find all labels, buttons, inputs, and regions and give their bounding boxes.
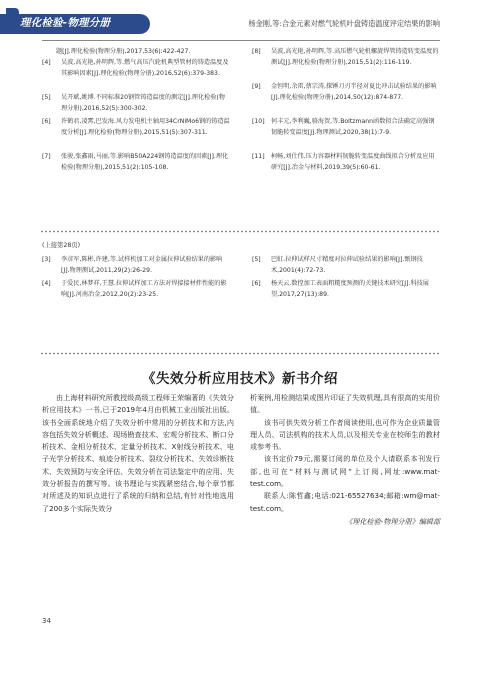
list-item: [9] 金恒明,余雷,蔡宗涛,探锤刀刃半径对夏比冲击试验结果的影响[J].理化检验(物理分册),2014,50(12):874-877. <box>252 83 437 101</box>
reference-list-bottom-left <box>42 254 230 302</box>
list-item: [11] 柯畅,刘仕伟.压力容器材料韧脆转变温度曲线拟合分析及应用研究[J].冶金与材料,2019,39(5):60-61. <box>252 153 435 171</box>
page-number: 34 <box>42 617 51 625</box>
list-item: [5] 巴虹.拉伸试样尺寸精度对拉伸试验结果的影响[J].甄钢技术,2001(4):72-73. <box>252 256 423 274</box>
page-header <box>0 0 480 40</box>
paragraph: 该书可供失效分析工作者阅读使用,也可作为企业质量管理人员、司法机构的技术人员,以及相关专业在校师生的教材或参考书。 <box>250 417 440 452</box>
dotted-divider <box>40 352 440 355</box>
paragraph: 由上海材料研究所教授级高级工程师王荣编著的《失效分析应用技术》一书,已于2019年4月由机械工业出版社出版。该书全面系统地介绍了失效分析中常用的分析技术和方法,内容包括失效分析概述、现场勘查技术、宏观分析技术、断口分析技术、金相分析技术、定量分析技术、X射线分析技术、电子光学分析技术、痕迹分析技术、裂纹分析技术、失效诊断技术、失效预防与安全评估、失效分析在司法鉴定中的应用、失效分析报告的撰写等。该书理论与实践紧密结合,每个章节都对所述及的知识点进行了系统的归纳和总结,有针对性地选用了200多个实际失效分 <box>42 393 234 513</box>
continued-from-label: (上接第28页) <box>42 242 81 249</box>
signature: 《理化检验-物理分册》编辑部 <box>345 516 440 526</box>
list-item: [4] 于爱民,林梦祥,王慧.拉伸试样加工方法对焊接接材拌性能的影响[J].河南冶金,2012,20(2):23-25. <box>42 280 227 298</box>
reference-list-top-right <box>252 46 440 186</box>
paragraph: 联系人:陈哲鑫;电话:021-65527634;邮箱:wm@mat-test.com。 <box>250 491 440 513</box>
paragraph: 析案例,用检测结果或图片印证了失效机理,具有很高的实用价值。 <box>250 393 440 415</box>
paragraph: 该书定价79元,需要订阅的单位及个人请联系本刊发行部,也可在“材料与测试网”上订阅,网址:www.mat-test.com。 <box>250 454 440 489</box>
list-item: [8] 吴波,高光艳,孙明辉,等.高压燃气轮机螺旋焊管铸造转变温度的测试[J].理化检验(物理分册),2015,51(2):116-119. <box>252 48 439 66</box>
list-item: [6] 杨天云.数控加工表面粗糙度预测的关键技术研究[J].科技展望,2017,27(13):89. <box>252 280 429 298</box>
book-intro-left-column <box>42 392 234 515</box>
book-intro-title: 《失效分析应用技术》新书介绍 <box>142 371 338 387</box>
list-item: [4] 吴波,高光艳,孙明辉,等.燃气高压汽轮机典型管材的铸造温度及其影响因素[J].理化检验(物理分册),2016,52(6):379-383. <box>42 59 229 77</box>
book-intro-right-column <box>250 392 440 528</box>
list-item: [5] 吴开斌,姚博.不同标准20钢管铸造温度的测定[J].理化检验(物理分册),2016,52(5):300-302. <box>42 94 225 112</box>
dotted-divider <box>40 230 440 233</box>
list-item: [6] 许鹤君,凌霄,巴发海.风力发电机主轴用34CrNiMo6钢的铸造温度分析[J].理化检验(物理分册),2015,51(5):307-311. <box>42 118 230 136</box>
reference-list-bottom-right <box>252 254 440 302</box>
header-rule <box>42 40 440 41</box>
reference-list-top-left <box>42 46 230 186</box>
list-item: 题[J].理化检验(物理分册),2017,53(6):422-427. <box>56 48 191 55</box>
list-item: [3] 李彦军,陈彬,许建,等.试样机加工对金属拉伸试验结果的影响[J].物理测试,2011,29(2):26-29. <box>42 256 223 274</box>
list-item: [10] 何丰元,李利巍,骆海贺,等.Boltzmann函数拟合法确定高强钢韧脆转变温度[J].物理测试,2020,38(1):7-9. <box>252 118 435 136</box>
running-title: 杨金刚,等:合金元素对燃气轮机叶盘铸造温度评定结果的影响 <box>248 19 440 28</box>
list-item: [7] 张骏,张鑫雨,马丽,等.影响B50A224钢铸造温度的因素[J].理化检验(物理分册),2015,51(2):105-108. <box>42 153 229 171</box>
journal-logo-text: 理化检验-物理分册 <box>20 17 111 29</box>
